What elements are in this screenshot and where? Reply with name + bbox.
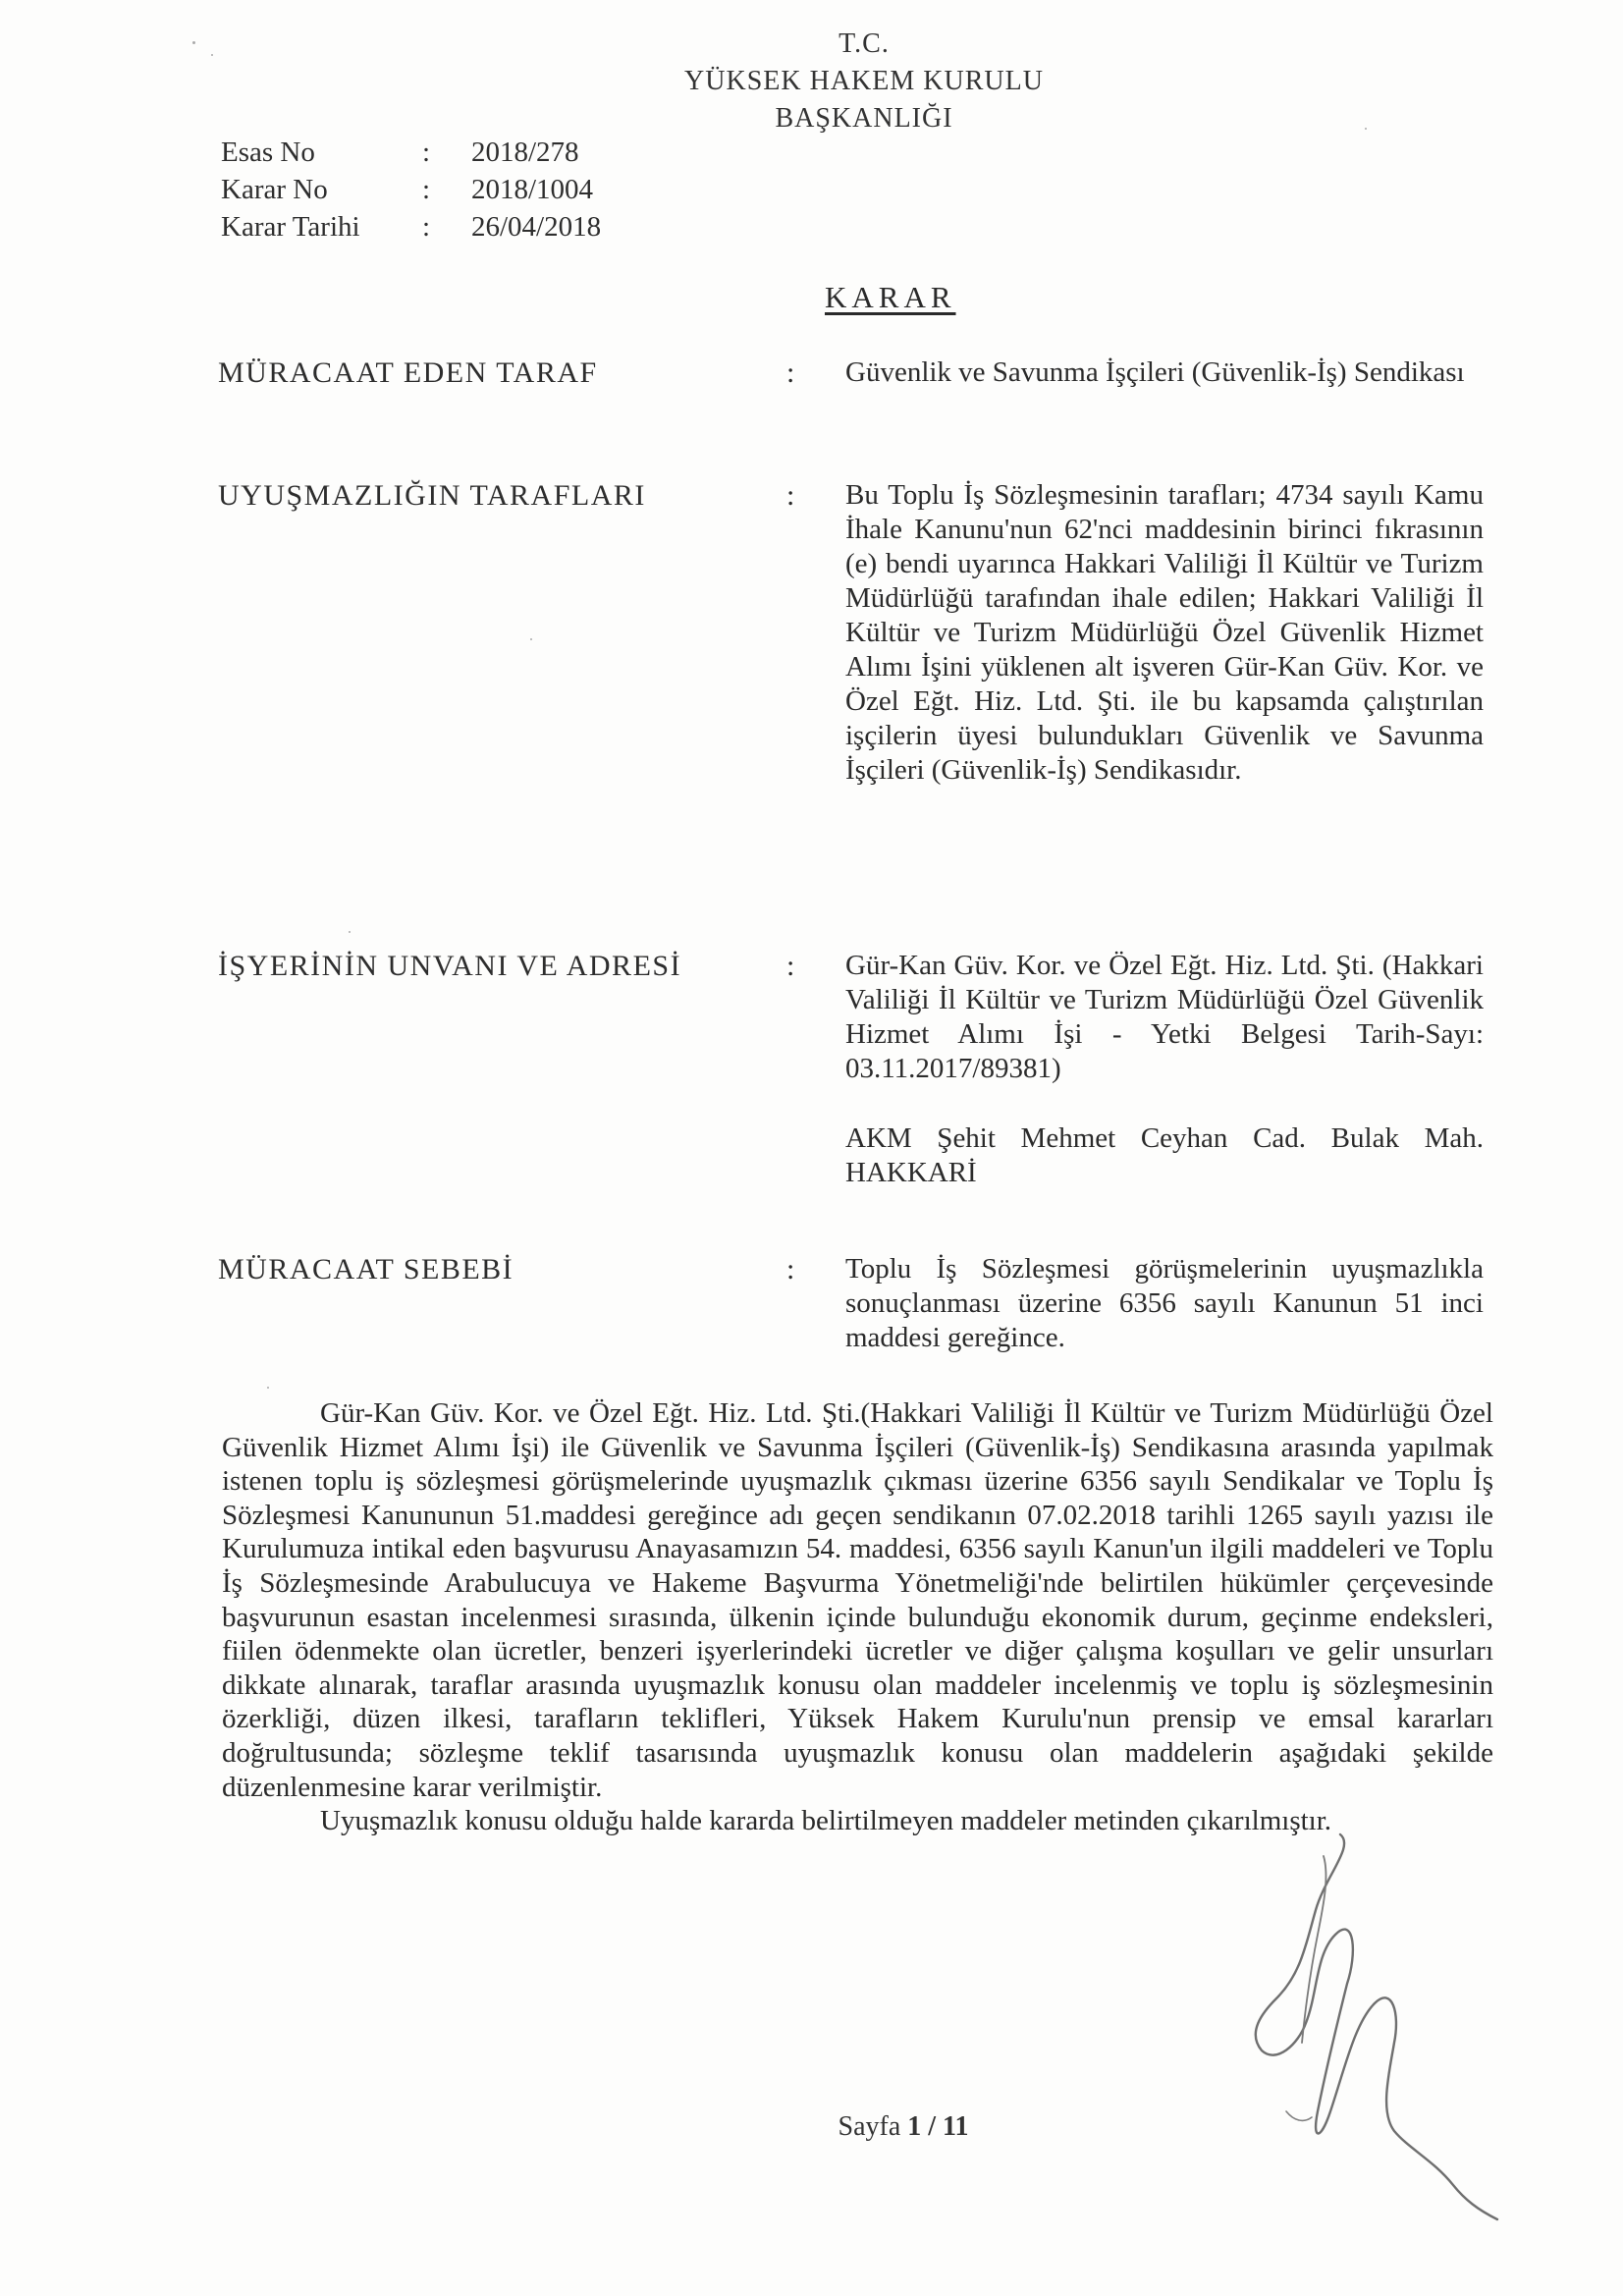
field-value (845, 478, 1484, 788)
header-institution: YÜKSEK HAKEM KURULU (684, 66, 1044, 96)
field-workplace (218, 949, 1494, 1190)
meta-colon: : (422, 211, 431, 243)
field-colon: : (786, 479, 795, 512)
decision-body (222, 1396, 1493, 1838)
field-value (845, 355, 1484, 390)
page-footer (785, 2111, 1021, 2143)
page-number: 1 / 11 (907, 2111, 969, 2142)
field-reason (218, 1252, 1494, 1355)
scan-speck (1365, 128, 1367, 130)
scan-speck (211, 54, 213, 56)
meta-label: Karar No (221, 174, 328, 205)
meta-row-esas (221, 134, 601, 171)
scan-speck (530, 638, 532, 640)
meta-value: 26/04/2018 (471, 211, 602, 243)
parties-text: Bu Toplu İş Sözleşmesinin tarafları; 4734 sayılı Kamu İhale Kanunu'nun 62'nci maddesinin birinci fıkrasının (e) bendi uyarınca Hakkari Valiliği İl Kültür ve Turizm Müdürlüğü tarafından ihale edilen; Hakkari Valiliği İl Kültür ve Turizm Müdürlüğü Özel Güvenlik Hizmet Alımı İşini yüklenen alt işveren Gür-Kan Güv. Kor. ve Özel Eğt. Hiz. Ltd. Şti. ile bu kapsamda çalıştırılan işçilerin üyesi bulundukları Güvenlik ve Savunma İşçileri (Güvenlik-İş) Sendikasıdır. (845, 479, 1484, 786)
reason-text: Toplu İş Sözleşmesi görüşmelerinin uyuşmazlıkla sonuçlanması üzerine 6356 sayılı Kanunun 51 inci maddesi gereğince. (845, 1253, 1484, 1353)
meta-value: 2018/1004 (471, 174, 594, 205)
document-header (550, 26, 1178, 137)
meta-value: 2018/278 (471, 137, 579, 168)
field-label: UYUŞMAZLIĞIN TARAFLARI (218, 479, 646, 512)
body-paragraph-1: Gür-Kan Güv. Kor. ve Özel Eğt. Hiz. Ltd. Şti.(Hakkari Valiliği İl Kültür ve Turizm Müdürlüğü Özel Güvenlik Hizmet Alımı İşi) ile Güvenlik ve Savunma İşçileri (Güvenlik-İş) Sendikasına arasında yapılmak istenen toplu iş sözleşmesi görüşmelerinde uyuşmazlık çıkması üzerine 6356 sayılı Sendikalar ve Toplu İş Sözleşmesi Kanununun 51.maddesi gereğince adı geçen sendikanın 07.02.2018 tarihli 1265 sayılı yazısı ile Kurulumuza intikal eden başvurusu Anayasamızın 54. maddesi, 6356 sayılı Kanun'un ilgili maddeleri ve Toplu İş Sözleşmesinde Arabulucuya ve Hakeme Başvurma Yönetmeliği'nde belirtilen hükümler çerçevesinde başvurunun esastan incelenmesi sırasında, ülkenin içinde bulunduğu ekonomik durum, geçinme endeksleri, fiilen ödenmekte olan ücretler, benzeri işyerlerindeki ücretler ve diğer çalışma koşulları ve gelir unsurları dikkate alınarak, taraflar arasında uyuşmazlık konusu olan maddeler incelenmiş ve toplu iş sözleşmesinin özerkliği, düzen ilkesi, tarafların teklifleri, Yüksek Hakem Kurulu'nun prensip ve emsal kararları doğrultusunda; sözleşme teklif tasarısında uyuşmazlık konusu olan maddelerin aşağıdaki şekilde düzenlenmesine karar verilmiştir. (222, 1397, 1493, 1803)
field-label: MÜRACAAT SEBEBİ (218, 1253, 514, 1285)
meta-label: Esas No (221, 137, 315, 168)
field-colon: : (786, 356, 795, 389)
meta-row-karar-no (221, 171, 601, 208)
decision-title: KARAR (825, 280, 956, 314)
workplace-address: AKM Şehit Mehmet Ceyhan Cad. Bulak Mah. HAKKARİ (845, 1122, 1484, 1188)
field-value (845, 1252, 1484, 1355)
meta-colon: : (422, 137, 431, 168)
meta-row-karar-tarihi (221, 208, 601, 246)
body-paragraph-2: Uyuşmazlık konusu olduğu halde kararda belirtilmeyen maddeler metinden çıkarılmıştır. (320, 1805, 1332, 1837)
header-department: BAŞKANLIĞI (775, 103, 953, 134)
field-label: İŞYERİNİN UNVANI VE ADRESİ (218, 950, 682, 982)
field-label: MÜRACAAT EDEN TARAF (218, 356, 598, 389)
field-value (845, 949, 1484, 1190)
handwritten-signature (1208, 1817, 1542, 2229)
scan-speck (192, 41, 195, 44)
workplace-text: Gür-Kan Güv. Kor. ve Özel Eğt. Hiz. Ltd. Şti. (Hakkari Valiliği İl Kültür ve Turizm Müdürlüğü Özel Güvenlik Hizmet Alımı İşi - Yetki Belgesi Tarih-Sayı: 03.11.2017/89381) (845, 950, 1484, 1084)
meta-colon: : (422, 174, 431, 205)
meta-label: Karar Tarihi (221, 211, 360, 243)
scan-speck (267, 1387, 269, 1389)
case-metadata (221, 134, 601, 246)
header-country: T.C. (839, 28, 890, 59)
applicant-text: Güvenlik ve Savunma İşçileri (Güvenlik-İş) Sendikası (845, 356, 1465, 388)
field-applicant (218, 355, 1494, 390)
scan-speck (349, 931, 351, 933)
field-colon: : (786, 950, 795, 982)
footer-prefix: Sayfa (838, 2111, 901, 2142)
field-colon: : (786, 1253, 795, 1285)
field-parties (218, 478, 1494, 788)
